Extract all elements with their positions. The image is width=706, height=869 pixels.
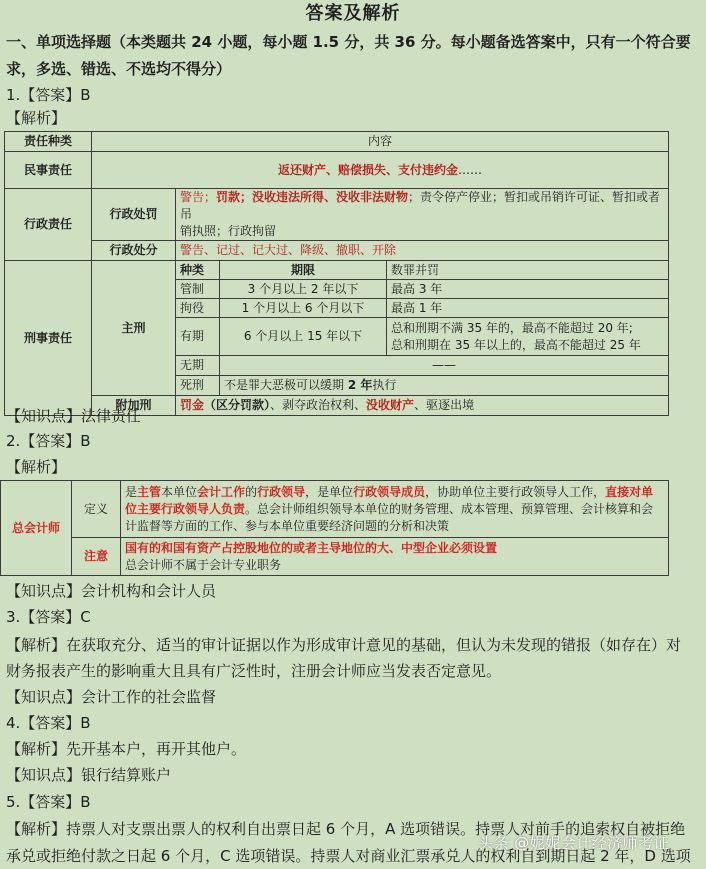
combined-cell: 最高 1 年: [387, 299, 669, 318]
q1-knowledge: 【知识点】法律责任: [6, 407, 142, 425]
definition-label: 定义: [72, 481, 121, 538]
q3-answer: 3.【答案】C: [6, 608, 91, 626]
col-term: 期限: [220, 261, 387, 280]
q4-answer: 4.【答案】B: [6, 714, 91, 732]
header-content: 内容: [92, 132, 669, 152]
chief-accountant-table: [0, 480, 669, 576]
q5-answer: 5.【答案】B: [6, 793, 91, 811]
civil-label: 民事责任: [5, 152, 92, 189]
dash-cell: ——: [220, 356, 669, 376]
kind-cell: 有期: [176, 318, 220, 356]
q2-knowledge: 【知识点】会计机构和会计人员: [6, 582, 217, 600]
additional-penalty-content: 罚金（区分罚款）、剥夺政治权利、没收财产、驱逐出境: [176, 396, 669, 416]
q5-analysis-line1: 【解析】持票人对支票出票人的权利自出票日起 6 个月，A 选项错误。持票人对前手的追索权自被拒绝: [6, 820, 686, 838]
combined-cell: 最高 3 年: [387, 280, 669, 299]
kind-cell: 管制: [176, 280, 220, 299]
q3-analysis-line1: 【解析】在获取充分、适当的审计证据以作为形成审计意见的基础，但认为未发现的错报（如存在）对: [6, 636, 682, 654]
criminal-label: 刑事责任: [5, 261, 92, 416]
legal-liability-table: [4, 131, 669, 416]
admin-penalty-content: 警告；罚款；没收违法所得、没收非法财物；责令停产停业；暂扣或吊销许可证、暂扣或者吊 销执照；行政拘留: [176, 189, 669, 241]
admin-sanction-content: 警告、记过、记大过、降级、撤职、开除: [176, 241, 669, 261]
kind-cell: 拘役: [176, 299, 220, 318]
combined-cell: 总和刑期不满 35 年的，最高不能超过 20 年; 总和刑期在 35 年以上的，最高不能超过 25 年: [387, 318, 669, 356]
chief-accountant-label: 总会计师: [1, 481, 72, 576]
q4-analysis: 【解析】先开基本户，再开其他户。: [6, 740, 247, 758]
page-title: 答案及解析: [305, 3, 401, 24]
q2-answer: 2.【答案】B: [6, 432, 91, 450]
note-content: 国有的和国有资产占控股地位的或者主导地位的大、中型企业必须设置 总会计师不属于会计专业职务: [121, 538, 669, 576]
col-combined: 数罪并罚: [387, 261, 669, 280]
main-penalty-label: 主刑: [92, 261, 176, 396]
note-label: 注意: [72, 538, 121, 576]
admin-sanction-label: 行政处分: [92, 241, 176, 261]
term-cell: 6 个月以上 15 年以下: [220, 318, 387, 356]
q3-knowledge: 【知识点】会计工作的社会监督: [6, 688, 217, 706]
kind-cell: 无期: [176, 356, 220, 376]
q1-analysis-label: 【解析】: [6, 109, 67, 127]
col-kind: 种类: [176, 261, 220, 280]
q4-knowledge: 【知识点】银行结算账户: [6, 766, 172, 784]
q1-answer: 1.【答案】B: [6, 86, 91, 104]
death-penalty-cell: 不是罪大恶极可以缓期 2 年执行: [220, 376, 669, 396]
q3-analysis-line2: 财务报表产生的影响重大且具有广泛性时，注册会计师应当发表否定意见。: [6, 662, 502, 680]
admin-label: 行政责任: [5, 189, 92, 261]
q2-analysis-label: 【解析】: [6, 458, 67, 476]
kind-cell: 死刑: [176, 376, 220, 396]
definition-content: 是主管本单位会计工作的行政领导，是单位行政领导成员，协助单位主要行政领导人工作，直接对单 位主要行政领导人负责。总会计师组织领导本单位的财务管理、成本管理、预算管理、会计核算和会 计监督等方面的工作、参与本单位重要经济问题的分析和决策: [121, 481, 669, 538]
header-type: 责任种类: [5, 132, 92, 152]
section-heading-line2: 求，多选、错选、不选均不得分）: [6, 60, 232, 78]
admin-penalty-label: 行政处罚: [92, 189, 176, 241]
term-cell: 1 个月以上 6 个月以下: [220, 299, 387, 318]
section-heading-line1: 一、单项选择题（本类题共 24 小题，每小题 1.5 分，共 36 分。每小题备选答案中，只有一个符合要: [6, 33, 691, 51]
q5-analysis-line2: 承兑或拒绝付款之日起 6 个月，C 选项错误。持票人对商业汇票承兑人的权利自到期日起 2 年，D 选项: [6, 847, 691, 865]
term-cell: 3 个月以上 2 年以下: [220, 280, 387, 299]
additional-penalty-label: 附加刑: [92, 396, 176, 416]
watermark: 头条 @妮妮会计经济师考证: [478, 834, 670, 852]
civil-content: 返还财产、赔偿损失、支付违约金……: [92, 152, 669, 189]
